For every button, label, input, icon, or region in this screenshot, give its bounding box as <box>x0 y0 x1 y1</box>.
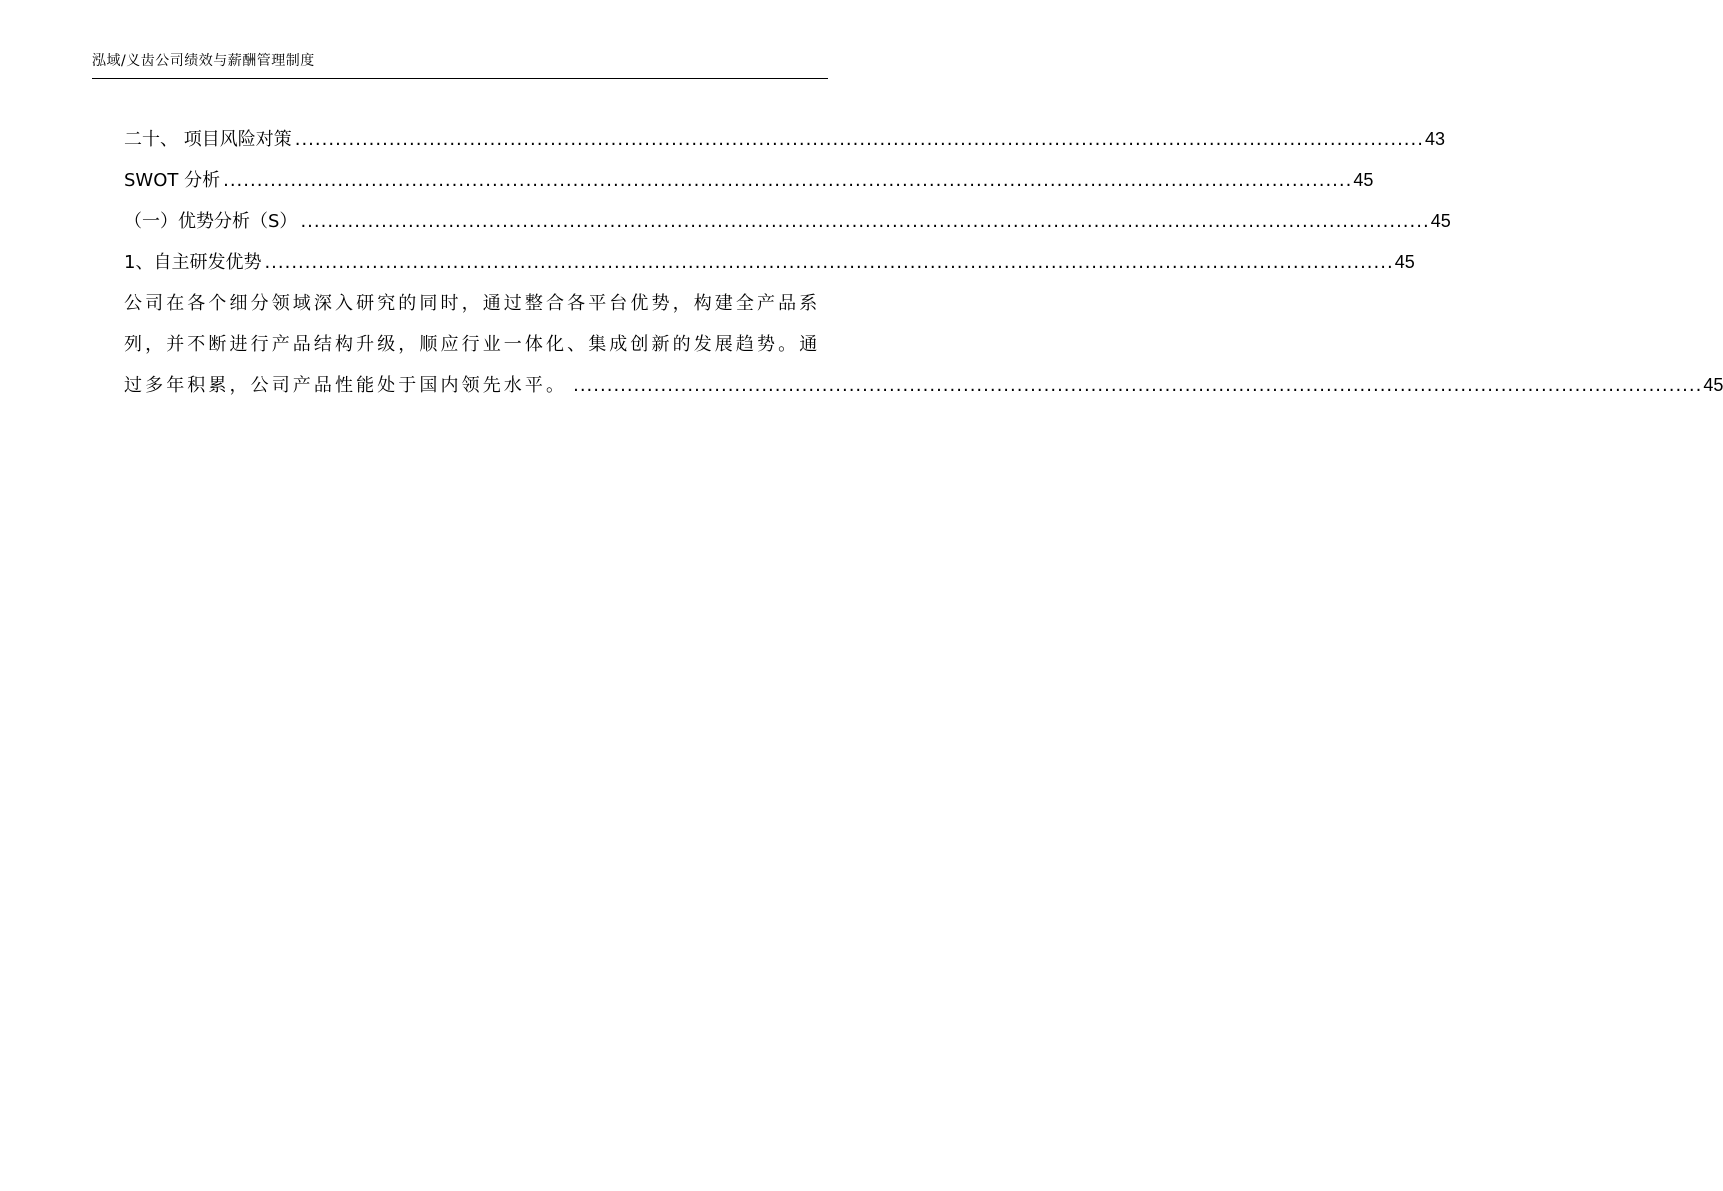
toc-entry-page: 45 <box>1394 252 1415 272</box>
toc-entry-title: SWOT 分析 <box>124 170 221 191</box>
toc-entry-title: （一）优势分析（S） <box>124 211 298 232</box>
header-title: 泓域/义齿公司绩效与薪酬管理制度 <box>92 53 315 69</box>
toc-entry-page: 43 <box>1424 129 1446 149</box>
toc-paragraph-line <box>124 283 830 324</box>
toc-entry-title: 二十、 项目风险对策 <box>124 129 292 150</box>
toc-entry-paragraph[interactable] <box>124 283 1723 406</box>
page-header <box>92 48 828 79</box>
toc-paragraph-text: 公司在各个细分领域深入研究的同时，通过整合各平台优势，构建全产品系 <box>124 293 821 314</box>
toc-entry-page: 45 <box>1353 170 1374 190</box>
toc-paragraph-line <box>124 324 830 365</box>
toc-leader-dots: ........................................................................................................................................................................ <box>264 252 1394 273</box>
toc-entry-swot-analysis[interactable] <box>124 160 1374 201</box>
toc-entry-page: 45 <box>1430 211 1451 231</box>
toc-entry-strengths-analysis[interactable] <box>124 201 1451 242</box>
toc-leader-dots: ........................................................................................................................................................................ <box>223 170 1353 191</box>
toc-entry-risk-countermeasures[interactable] <box>124 119 1446 160</box>
toc-leader-dots: ........................................................................................................................................................................ <box>300 211 1430 232</box>
toc-paragraph-line <box>124 365 1723 406</box>
toc-paragraph-text: 过多年积累，公司产品性能处于国内领先水平。 <box>124 375 568 396</box>
toc-entry-independent-rd-advantage[interactable] <box>124 242 1415 283</box>
toc-leader-dots: ........................................................................................................................................................................ <box>573 375 1703 396</box>
toc-entry-title: 1、自主研发优势 <box>124 252 262 273</box>
toc-entry-page: 45 <box>1703 375 1723 395</box>
table-of-contents <box>124 119 1723 406</box>
toc-paragraph-text: 列，并不断进行产品结构升级，顺应行业一体化、集成创新的发展趋势。通 <box>124 334 821 355</box>
toc-leader-dots: ........................................................................................................................................................................ <box>294 129 1424 150</box>
